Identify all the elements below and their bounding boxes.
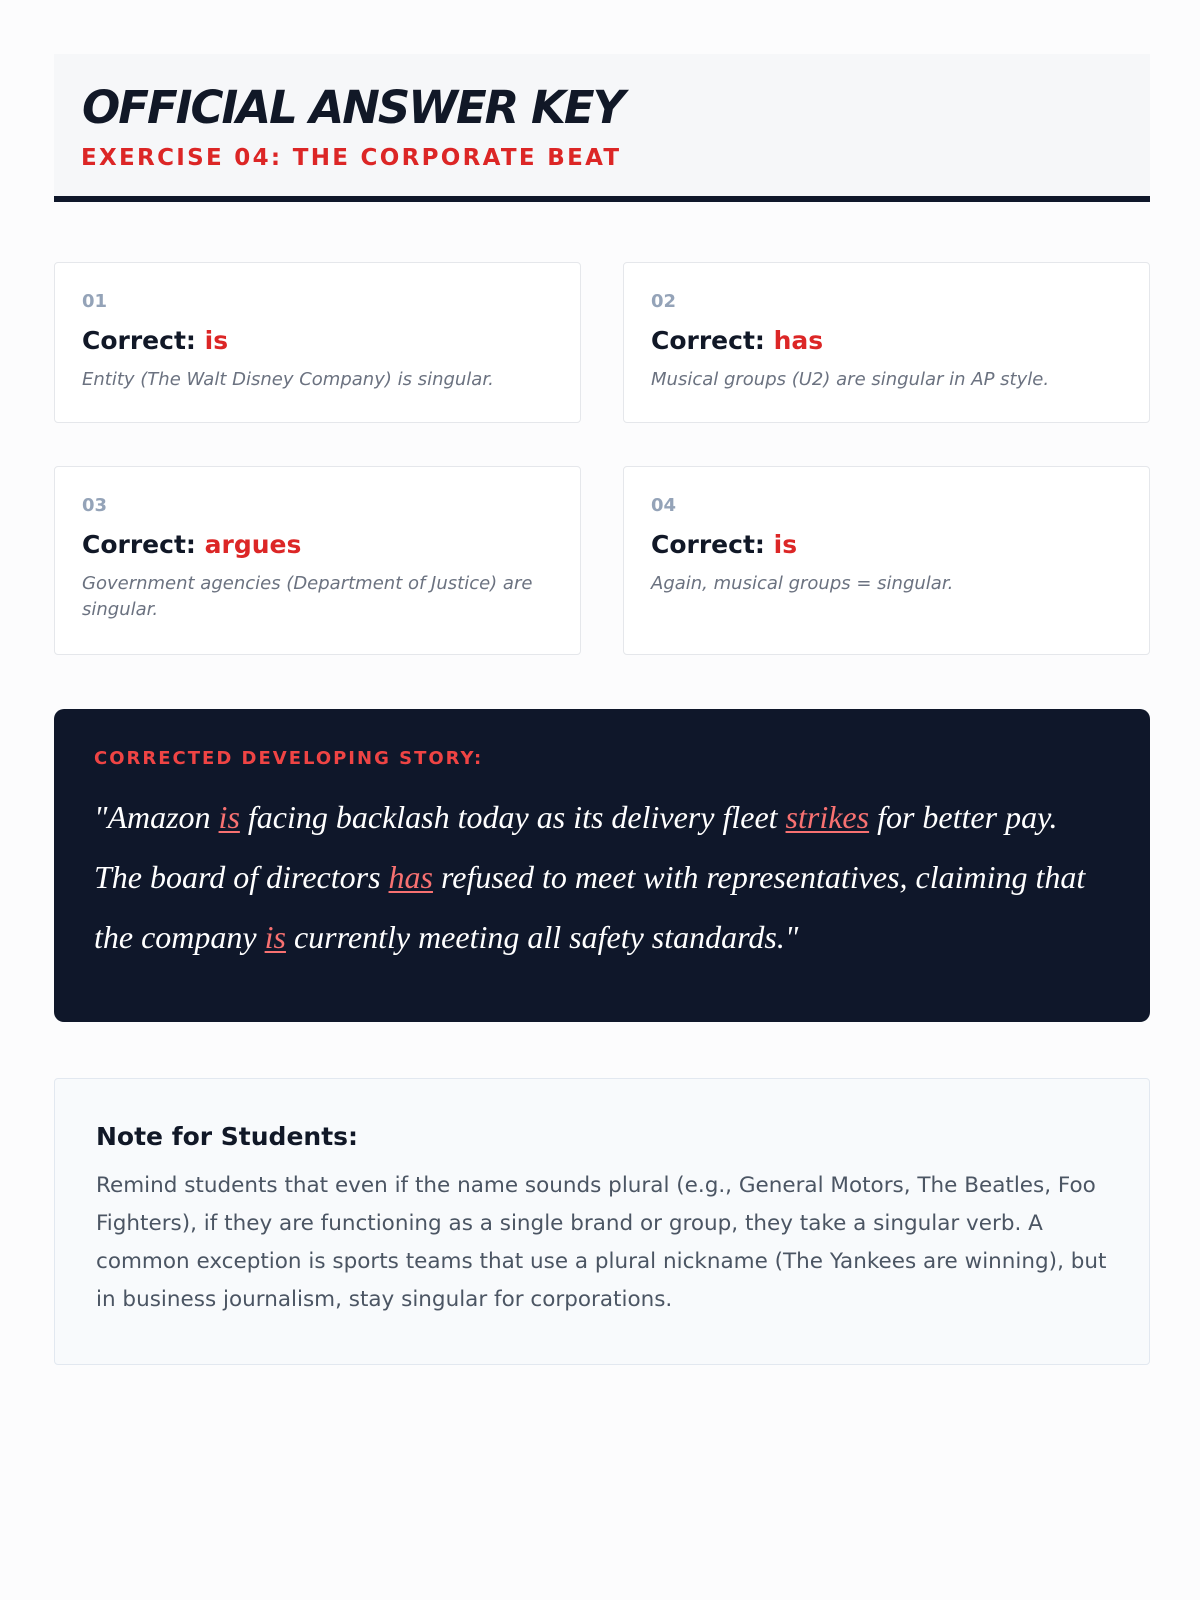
answer-number: 04 xyxy=(651,495,677,516)
answer-value: has xyxy=(773,326,824,355)
answer-value: is xyxy=(773,530,798,559)
answer-line xyxy=(82,325,228,357)
story-correction: strikes xyxy=(785,799,870,835)
answer-card-04 xyxy=(623,466,1150,655)
note-body: Remind students that even if the name sounds plural (e.g., General Motors, The Beatles, Foo Fighters), if they are functioning as a single brand or group, they take a singular verb. A common exception is sports teams that use a plural nickname (The Yankees are winning), but in business journalism, stay singular for corporations. xyxy=(96,1173,1107,1312)
story-segment: currently meeting all safety standards." xyxy=(285,919,799,955)
story-correction: has xyxy=(388,859,433,895)
answer-line xyxy=(651,529,797,561)
answer-label: Correct: xyxy=(82,530,196,559)
story-segment: "Amazon xyxy=(94,799,219,835)
page-title: OFFICIAL ANSWER KEY xyxy=(82,81,624,134)
answer-line xyxy=(82,529,301,561)
story-segment: facing backlash today as its delivery fleet xyxy=(239,799,786,835)
answer-note: Government agencies (Department of Justice) are singular. xyxy=(82,573,533,620)
answer-value: is xyxy=(204,326,229,355)
answer-label: Correct: xyxy=(651,326,765,355)
answer-note: Entity (The Walt Disney Company) is singular. xyxy=(82,369,494,390)
corrected-story-panel xyxy=(54,709,1150,1022)
answer-note: Musical groups (U2) are singular in AP style. xyxy=(651,369,1050,390)
answer-number: 01 xyxy=(82,291,108,312)
answer-note: Again, musical groups = singular. xyxy=(651,573,954,594)
page-subtitle: EXERCISE 04: THE CORPORATE BEAT xyxy=(81,145,622,171)
answer-card-01 xyxy=(54,262,581,423)
answer-label: Correct: xyxy=(82,326,196,355)
story-label: CORRECTED DEVELOPING STORY: xyxy=(94,748,484,769)
story-segment: refused to meet with representatives, claiming that the company xyxy=(94,859,1086,955)
answer-number: 03 xyxy=(82,495,108,516)
header xyxy=(54,54,1150,202)
story-correction: is xyxy=(218,799,240,835)
answer-number: 02 xyxy=(651,291,677,312)
answer-line xyxy=(651,325,823,357)
answer-card-02 xyxy=(623,262,1150,423)
story-segment: for better pay. The board of directors xyxy=(94,799,1058,895)
note-title: Note for Students: xyxy=(96,1122,359,1151)
answer-value: argues xyxy=(204,530,302,559)
answer-card-03 xyxy=(54,466,581,655)
answer-label: Correct: xyxy=(651,530,765,559)
student-note-panel xyxy=(54,1078,1150,1365)
story-correction: is xyxy=(264,919,286,955)
story-text xyxy=(94,787,1110,967)
